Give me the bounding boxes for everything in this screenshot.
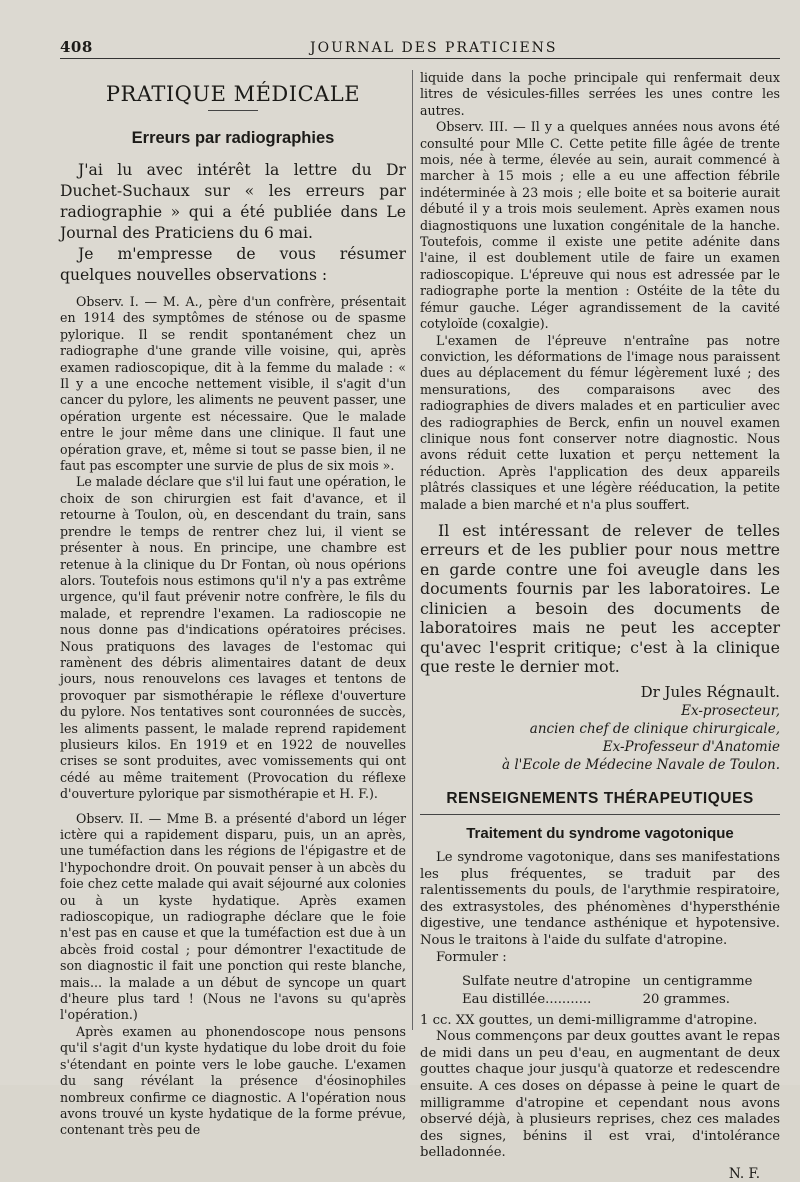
article-title-2: Traitement du syndrome vagotonique: [466, 824, 734, 842]
observation-1-paragraph-2: Le malade déclare que s'il lui faut une opération, le choix de son chirurgien est fait d'avance, et il retourne à Toulon, où, en descendant du train, sans prendre le temps de rentrer chez lui, il vient se présenter à nous. En principe, une chambre est retenue à la clinique du Dr Fontan, où nous opérions alors. Toutefois nous estimons qu'il n'y a pas extrême urgence, qu'il faut prévenir notre confrère, le fils du malade, et reprendre l'examen. La radioscopie ne nous donne pas d'indications opératoires précises. Nous pratiquons des lavages de l'estomac qui ramènent des débris alimentaires datant de deux jours, nous renouvelons ces lavages et tentons de provoquer par sismothérapie le réflexe d'ouverture du pylore. Nos tentatives sont couronnées de succès, les aliments passent, le malade reprend rapidement plusieurs kilos. En 1919 et en 1922 de nouvelles crises se sont produites, avec vomissements qui ont cédé au même traitement (Provocation du réflexe d'ouverture pylorique par sismothérapie et H. F.).: [60, 474, 406, 802]
ingredient-dose: 20 grammes.: [642, 992, 730, 1008]
article-title: Erreurs par radiographies: [131, 129, 335, 147]
therapy-paragraph-2: Nous commençons par deux gouttes avant le repas de midi dans un peu d'eau, en augmentant de deux gouttes chaque jour jusqu'à quatorze et redescendre ensuite. A ces doses on dépasse à peine le quart de milligramme d'atropine et cependant nous avons observé déjà, à plusieurs reprises, chez ces malades des signes, bénins il est vrai, d'intolérance belladonnée.: [420, 1029, 780, 1161]
signature-title-2: ancien chef de clinique chirurgicale,: [529, 720, 780, 737]
page-number: 408: [60, 38, 93, 56]
conclusion-paragraph: Il est intéressant de relever de telles erreurs et de les publier pour nous mettre en garde contre une foi aveugle dans les documents fournis par les laboratoires. Le clinicien a besoin des documents de laboratoires mais ne peut les accepter qu'avec l'esprit critique; c'est à la clinique que reste le dernier mot.: [420, 520, 780, 677]
formuler-label: Formuler :: [436, 949, 507, 965]
header-rule: [60, 58, 780, 59]
formula-note: 1 cc. XX gouttes, un demi-milligramme d'atropine.: [420, 1013, 758, 1029]
intro-paragraph-2: Je m'empresse de vous résumer quelques nouvelles observations :: [60, 245, 406, 284]
ingredient-name: Eau distillée...........: [462, 992, 592, 1008]
prescription-table: [460, 972, 764, 1010]
title-rule: [208, 110, 258, 111]
section-title-2: RENSEIGNEMENTS THÉRAPEUTIQUES: [446, 789, 754, 807]
intro-paragraph: J'ai lu avec intérêt la lettre du Dr Duchet-Suchaux sur « les erreurs par radiographie » qui a été publiée dans Le Journal des Praticiens du 6 mai.: [60, 161, 406, 242]
journal-title: JOURNAL DES PRATICIENS: [310, 40, 558, 56]
observation-3-paragraph-2: L'examen de l'épreuve n'entraîne pas notre conviction, les déformations de l'image nous paraissent dues au déplacement du fémur légèrement luxé ; des mensurations, des comparaisons avec des radiographies de divers malades et en particulier avec des radiographies de Berck, enfin un nouvel examen clinique nous font conserver notre diagnostic. Nous avons réduit cette luxation et perçu nettement la réduction. Après l'application des deux appareils plâtrés classiques et une légère rééducation, la petite malade a bien marché et n'a plus souffert.: [420, 332, 780, 512]
right-column: [420, 70, 780, 1182]
signature-title-1: Ex-prosecteur,: [681, 702, 780, 719]
observation-2-paragraph-2: Après examen au phonendoscope nous pensons qu'il s'agit d'un kyste hydatique du lobe droit du foie s'étendant en pointe vers le lobe gauche. L'examen du sang révélant la présence d'éosinophiles nombreux confirme ce diagnostic. A l'opération nous avons trouvé un kyste hydatique de la forme prévue, contenant très peu de: [60, 1023, 406, 1138]
signature-title-4: à l'Ecole de Médecine Navale de Toulon.: [502, 756, 780, 773]
prescription-row: [462, 974, 762, 990]
ingredient-name: Sulfate neutre d'atropine: [462, 974, 631, 990]
prescription-row: [462, 992, 762, 1008]
observation-3-paragraph: Observ. III. — Il y a quelques années nous avons été consulté pour Mlle C. Cette petite fille âgée de trente mois, née à terme, élevée au sein, aurait commencé à marcher à 15 mois ; elle a eu une affection fébrile indéterminée à 23 mois ; elle boite et sa boiterie aurait débuté il y a trois mois seulement. Après examen nous diagnostiquons une luxation congénitale de la hanche. Toutefois, comme il existe une petite adénite dans l'aine, il est doublement utile de faire un examen radioscopique. L'épreuve qui nous est adressée par le radiographe porte la mention : Ostéite de la tête du fémur gauche. Léger agrandissement de la cavité cotyloïde (coxalgie).: [420, 119, 780, 332]
therapy-paragraph: Le syndrome vagotonique, dans ses manifestations les plus fréquentes, se traduit par des ralentissements du pouls, de l'arythmie respiratoire, des extrasystoles, des phénomènes d'hypersthénie digestive, une tendance asthénique et hypotensive. Nous le traitons à l'aide du sulfate d'atropine.: [420, 849, 780, 948]
ingredient-dose: un centigramme: [642, 974, 753, 990]
continuation-paragraph: liquide dans la poche principale qui renfermait deux litres de vésicules-filles serrées les unes contre les autres.: [420, 70, 780, 118]
page-header: [60, 32, 780, 60]
observation-1-paragraph: Observ. I. — M. A., père d'un confrère, présentait en 1914 des symptômes de sténose ou de spasme pylorique. Il se rendit spontanément chez un radiographe d'une grande ville voisine, qui, après examen radioscopique, dit à la femme du malade : « Il y a une encoche nettement visible, il s'agit d'un cancer du pylore, les aliments ne peuvent passer, une opération urgente est nécessaire. Que le malade entre le jour même dans une clinique. Il faut une opération grave, et, même si tout se passe bien, il ne faut pas escompter une survie de plus de six mois ».: [60, 294, 406, 474]
signature-title-3: Ex-Professeur d'Anatomie: [602, 738, 780, 755]
signature-name: Dr Jules Régnault.: [640, 682, 780, 701]
column-divider: [412, 70, 413, 1030]
section-title: PRATIQUE MÉDICALE: [105, 82, 361, 106]
section-rule: [420, 814, 780, 815]
author-initials: N. F.: [728, 1165, 760, 1182]
left-column: [60, 70, 406, 1138]
observation-2-paragraph: Observ. II. — Mme B. a présenté d'abord un léger ictère qui a rapidement disparu, puis, un an après, une tuméfaction dans les régions de l'épigastre et de l'hypochondre droit. On pouvait penser à un abcès du foie chez cette malade qui avait séjourné aux colonies ou à un kyste hydatique. Après examen radioscopique, un radiographe déclare que le foie n'est pas en cause et que la tuméfaction est due à un abcès froid costal ; pour démontrer l'exactitude de son diagnostic il fait une ponction qui reste blanche, mais... la malade a un début de syncope un quart d'heure plus tard ! (Nous ne l'avons su qu'après l'opération.): [60, 810, 406, 1023]
